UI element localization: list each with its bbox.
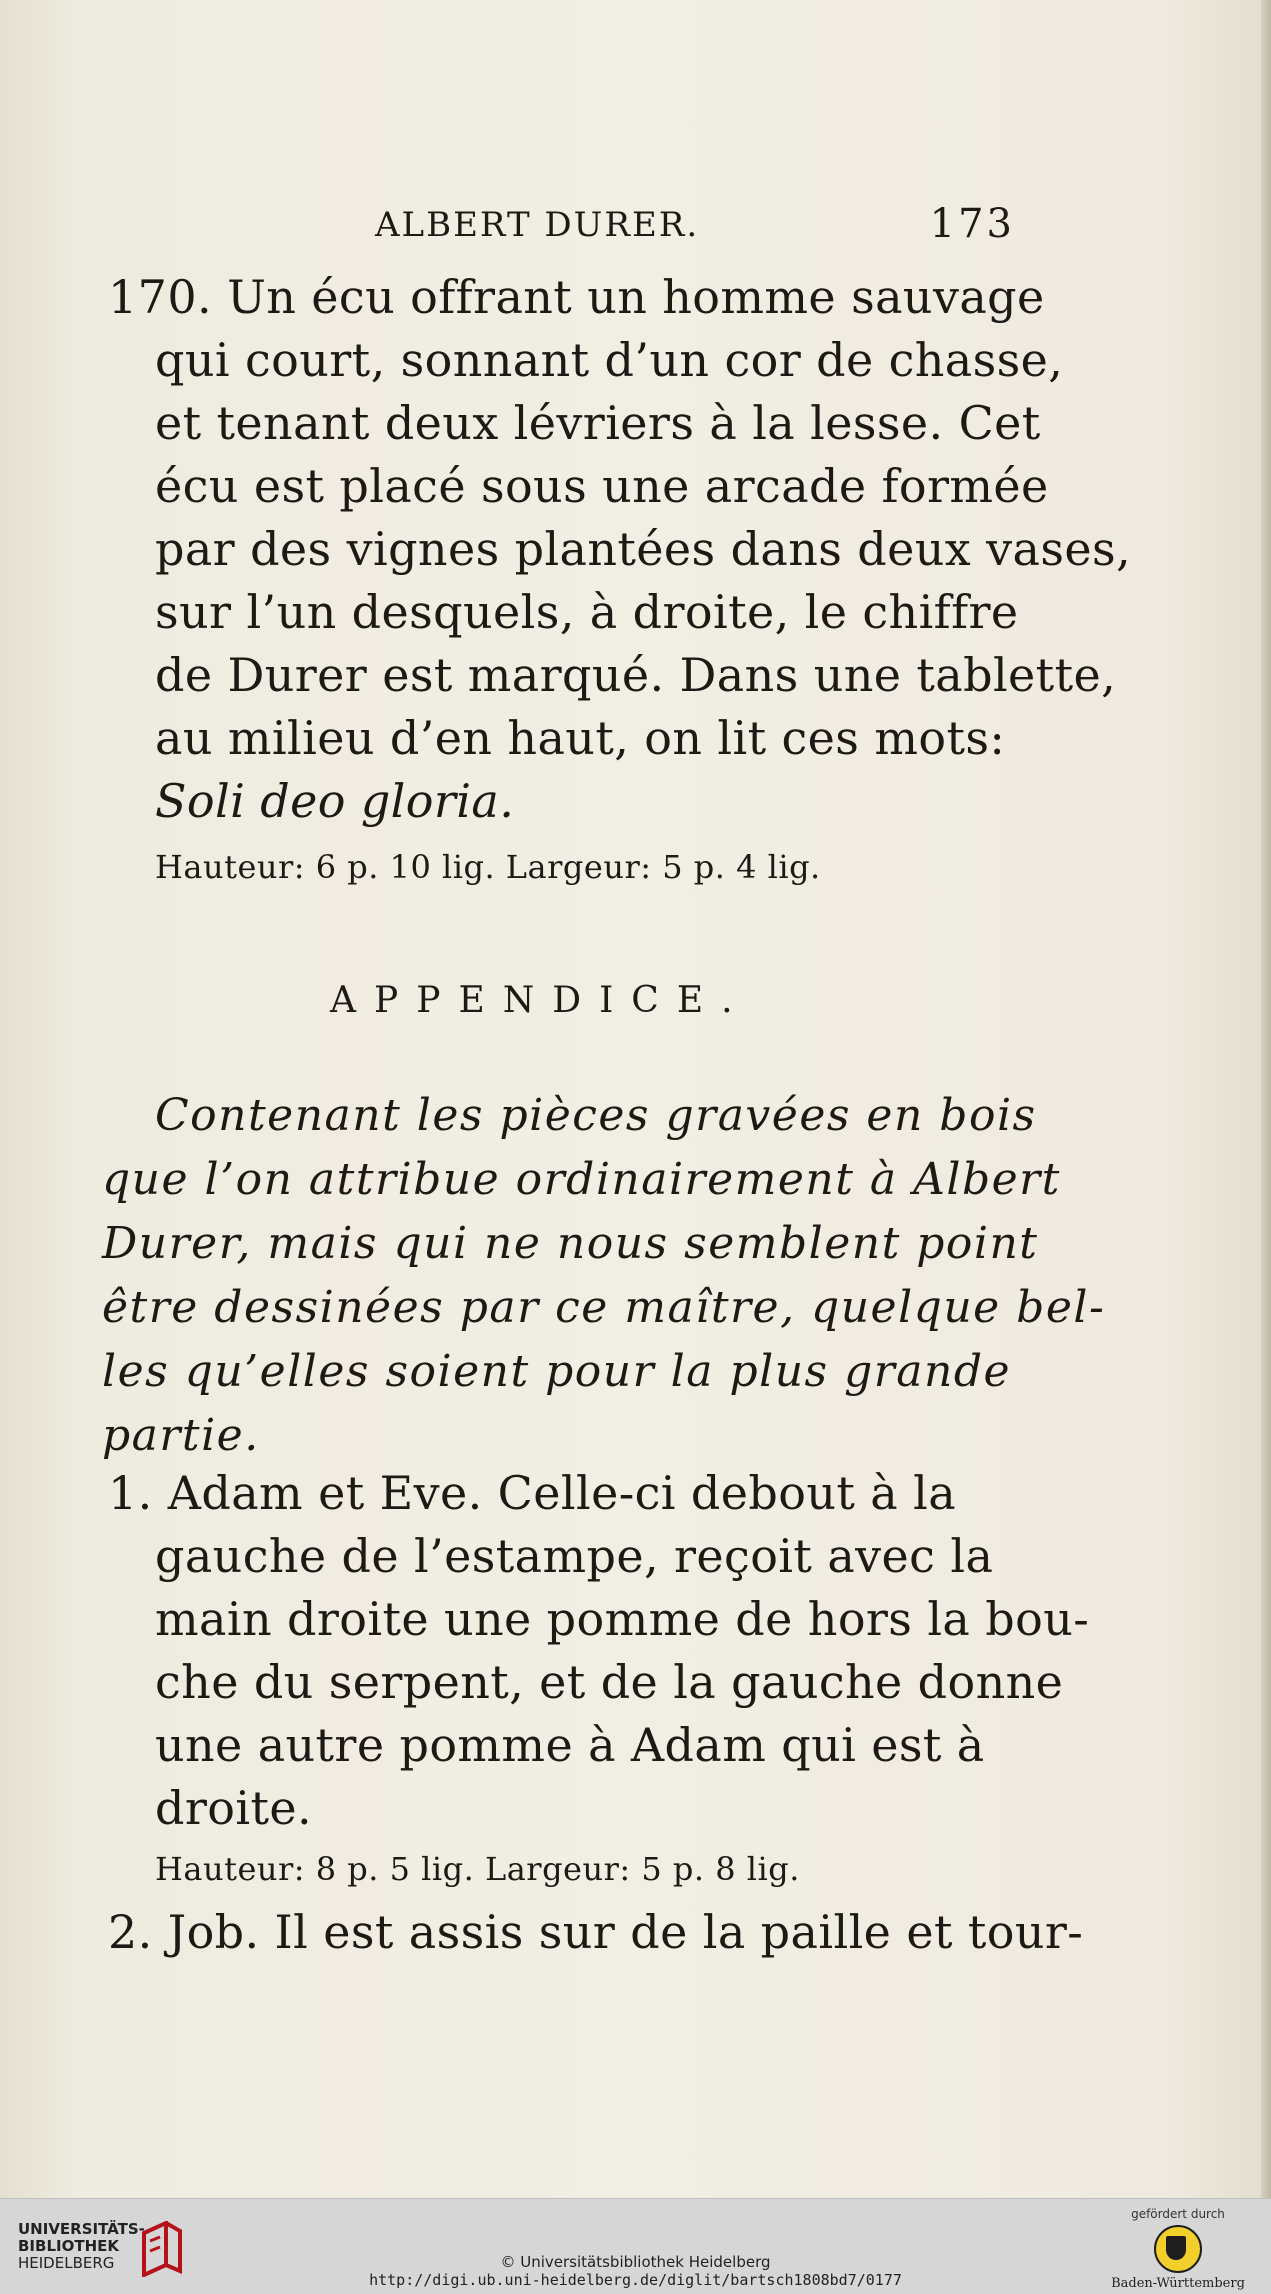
entry-170-line-7: de Durer est marqué. Dans une tablette, <box>155 648 1117 702</box>
page-edge <box>1261 0 1271 2198</box>
library-name-line-1: UNIVERSITÄTS- <box>18 2220 145 2238</box>
coat-of-arms-icon <box>1154 2225 1202 2273</box>
entry-170-dimensions: Hauteur: 6 p. 10 lig. Largeur: 5 p. 4 lig. <box>155 848 821 886</box>
entry-170-line-3: et tenant deux lévriers à la lesse. Cet <box>155 396 1041 450</box>
sponsor-name: Baden-Württemberg <box>1111 2276 1245 2291</box>
entry-170-line-2: qui court, sonnant d’un cor de chasse, <box>155 333 1064 387</box>
appendix-intro-line-6: partie. <box>102 1410 260 1461</box>
entry-170-line-5: par des vignes plantées dans deux vases, <box>155 522 1132 576</box>
library-name-line-2: BIBLIOTHEK <box>18 2237 119 2255</box>
entry-number: 170. <box>108 270 213 324</box>
appendix-intro-line-4: être dessinées par ce maître, quelque bel- <box>102 1282 1106 1333</box>
copyright-notice: © Universitätsbibliothek Heidelberg <box>500 2253 771 2271</box>
entry-170-line-1 <box>108 270 1045 324</box>
running-head <box>375 201 1015 255</box>
entry-number: 1. <box>108 1466 153 1520</box>
entry-1-line-3: main droite une pomme de hors la bou- <box>155 1592 1090 1646</box>
entry-1-line-6: droite. <box>155 1781 312 1835</box>
entry-1-line-1 <box>108 1466 956 1520</box>
library-name-line-3: HEIDELBERG <box>18 2254 115 2272</box>
appendix-heading: APPENDICE. <box>330 980 751 1021</box>
page-number: 173 <box>929 201 1015 247</box>
entry-1-dimensions: Hauteur: 8 p. 5 lig. Largeur: 5 p. 8 lig. <box>155 1850 800 1888</box>
entry-text: Adam et Eve. Celle-ci debout à la <box>167 1466 957 1520</box>
appendix-intro-line-1: Contenant les pièces gravées en bois <box>155 1090 1037 1141</box>
appendix-intro-line-3: Durer, mais qui ne nous semblent point <box>102 1218 1039 1269</box>
appendix-intro-line-2: que l’on attribue ordinairement à Albert <box>102 1154 1061 1205</box>
entry-2-line-1 <box>108 1905 1083 1959</box>
entry-1-line-2: gauche de l’estampe, reçoit avec la <box>155 1529 994 1583</box>
entry-1-line-4: che du serpent, et de la gauche donne <box>155 1655 1064 1709</box>
entry-170-line-6: sur l’un desquels, à droite, le chiffre <box>155 585 1019 639</box>
entry-text: Job. Il est assis sur de la paille et tour- <box>167 1905 1084 1959</box>
appendix-intro-line-5: les qu’elles soient pour la plus grande <box>102 1346 1012 1397</box>
permalink-url[interactable]: http://digi.ub.uni-heidelberg.de/diglit/bartsch1808bd7/0177 <box>369 2271 902 2289</box>
entry-170-line-8: au milieu d’en haut, on lit ces mots: <box>155 711 1006 765</box>
entry-number: 2. <box>108 1905 153 1959</box>
sponsor-block <box>1103 2207 1253 2289</box>
running-title: ALBERT DURER. <box>375 205 700 245</box>
footer-bar <box>0 2198 1271 2294</box>
sponsor-label: gefördert durch <box>1131 2207 1225 2221</box>
entry-text: Un écu offrant un homme sauvage <box>227 270 1045 324</box>
entry-1-line-5: une autre pomme à Adam qui est à <box>155 1718 985 1772</box>
motto: Soli deo gloria. <box>155 774 515 828</box>
entry-170-line-4: écu est placé sous une arcade formée <box>155 459 1049 513</box>
